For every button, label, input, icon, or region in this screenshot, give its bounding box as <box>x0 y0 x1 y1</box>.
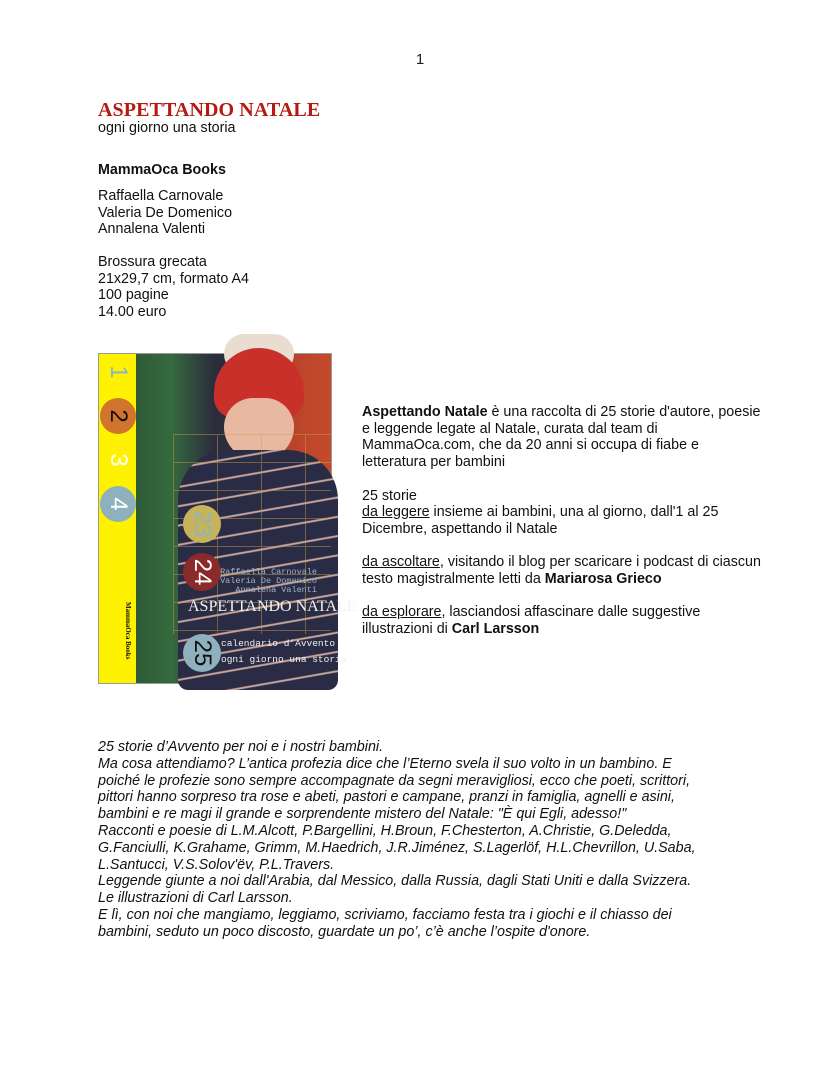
book-cover-image <box>98 353 357 684</box>
book-specs <box>98 254 249 320</box>
number-circle-4: 4 <box>100 486 136 522</box>
listen-text: , visitando il blog per scaricare i podcast di ciascun testo magistralmente letti da <box>362 554 761 587</box>
body-line: E lì, con noi che mangiamo, leggiamo, scriviamo, facciamo festa tra i giochi e il chiasso dei <box>98 906 672 923</box>
body-line: poiché le profezie sono sempre accompagnate da segni meravigliosi, ecco che poeti, scrittori, <box>98 772 691 789</box>
book-description <box>362 404 762 654</box>
number-circle-25: 25 <box>183 634 221 672</box>
body-line: pittori hanno sorpreso tra rose e abeti, pastori e campane, pranzi in famiglia, agnelli e asini, <box>98 789 675 806</box>
spec-price: 14.00 euro <box>98 303 167 320</box>
author: Valeria De Domenico <box>98 204 233 221</box>
narrator-name: Mariarosa Grieco <box>544 571 662 587</box>
body-line: Leggende giunte a noi dall'Arabia, dal Messico, dalla Russia, dagli Stati Uniti e dalla Svizzera. <box>98 873 692 890</box>
body-line: Racconti e poesie di L.M.Alcott, P.Bargellini, H.Broun, F.Chesterton, A.Christie, G.Deledda, <box>98 822 672 839</box>
number-circle-23: 23 <box>183 505 221 543</box>
read-link[interactable]: da leggere <box>362 504 430 521</box>
author: Annalena Valenti <box>98 221 206 238</box>
book-title: ASPETTANDO NATALE <box>98 99 321 121</box>
stories-paragraph <box>362 488 762 538</box>
body-text <box>98 739 696 941</box>
number-circle-2: 2 <box>100 398 136 434</box>
intro-paragraph <box>362 404 762 471</box>
explore-text: , lasciandosi affascinare dalle suggestive illustrazioni di <box>362 604 701 638</box>
number-circle-24: 24 <box>183 553 221 591</box>
cover-painting <box>136 354 357 683</box>
number-circle-1: 1 <box>105 365 132 379</box>
body-line: 25 storie d’Avvento per noi e i nostri bambini. <box>98 739 384 755</box>
cover-author: Raffaella Carnovale <box>220 567 317 577</box>
explore-paragraph <box>362 604 762 637</box>
page-number: 1 <box>415 51 425 68</box>
cover-subtitle-2: ogni giorno una storia <box>221 654 347 665</box>
spec-size: 21x29,7 cm, formato A4 <box>98 270 249 287</box>
intro-bold: Aspettando Natale <box>362 404 488 420</box>
listen-paragraph <box>362 554 762 587</box>
intro-text: è una raccolta di 25 storie d'autore, poesie e leggende legate al Natale, curata dal team di MammaOca.com, che da 20 anni si occupa di fiabe e letteratura per bambini <box>362 404 761 471</box>
body-line: L.Santucci, V.S.Solov'ëv, P.L.Travers. <box>98 856 335 873</box>
cover-authors <box>220 568 317 595</box>
body-line: Ma cosa attendiamo? L’antica profezia dice che l’Eterno svela il suo volto in un bambino. E <box>98 755 672 772</box>
read-text: insieme ai bambini, una al giorno, dall'1 al 25 Dicembre, aspettando il Natale <box>362 504 719 537</box>
body-line: bambini, seduto un poco discosto, guardate un po’, c’è anche l’ospite d'onore. <box>98 923 591 940</box>
cover-title: ASPETTANDO NATALE <box>188 598 357 615</box>
illustrator-name: Carl Larsson <box>451 621 540 638</box>
cover-subtitle <box>221 636 346 668</box>
book-subtitle: ogni giorno una storia <box>98 120 236 136</box>
cover-subtitle-1: calendario d’Avvento <box>221 638 336 649</box>
spec-pages: 100 pagine <box>98 287 169 304</box>
body-line: G.Fanciulli, K.Grahame, Grimm, M.Haedrich, J.R.Jiménez, S.Lagerlöf, H.L.Chevrillon, U.Saba, <box>98 839 696 856</box>
explore-link[interactable]: da esplorare <box>362 604 442 621</box>
number-circle-3: 3 <box>105 453 132 467</box>
cover-author: Valeria De Domenico <box>220 576 317 586</box>
spine-publisher: MammaOca Books <box>124 602 132 660</box>
body-line: Le illustrazioni di Carl Larsson. <box>98 890 293 907</box>
cover-author: Annalena Valenti <box>235 585 317 595</box>
listen-link[interactable]: da ascoltare <box>362 554 440 571</box>
author: Raffaella Carnovale <box>98 188 224 204</box>
publisher-name: MammaOca Books <box>98 162 226 178</box>
cover-spine <box>99 354 136 683</box>
authors-list <box>98 188 232 238</box>
spec-binding: Brossura grecata <box>98 254 207 270</box>
body-line: bambini e re magi il grande e sorprendente mistero del Natale: "È qui Egli, adesso!" <box>98 806 627 823</box>
stories-heading: 25 storie <box>362 487 417 504</box>
